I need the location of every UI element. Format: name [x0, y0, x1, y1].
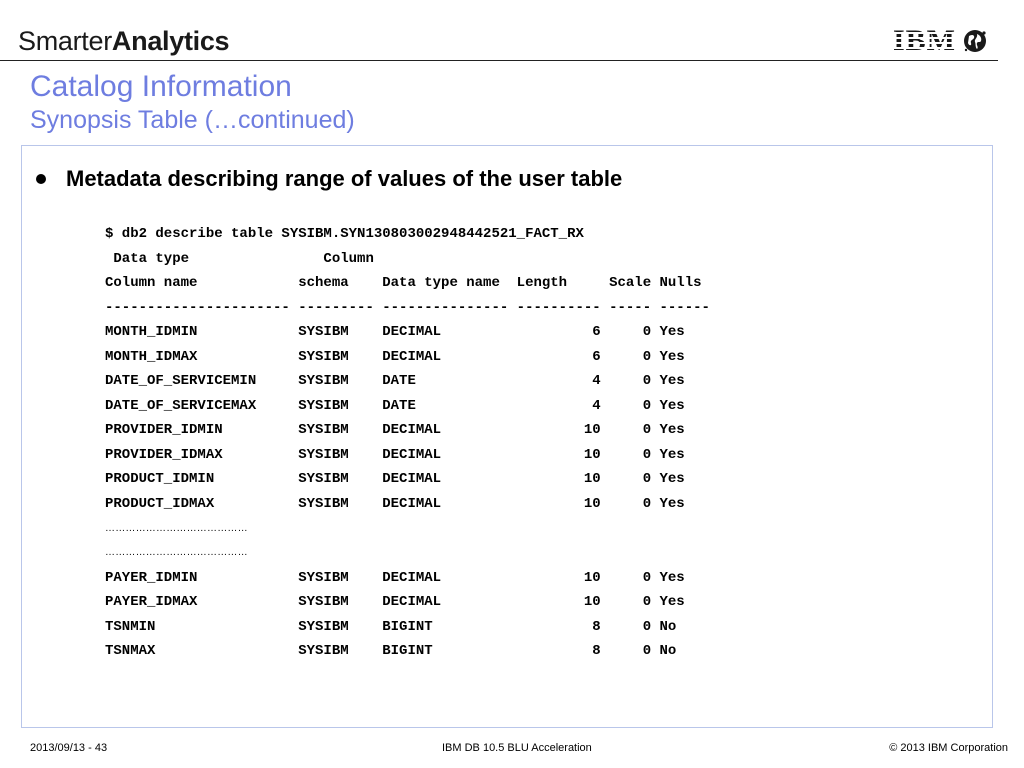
- smarter-analytics-logo: [18, 26, 229, 57]
- table-row: PAYER_IDMAX SYSIBM DECIMAL 10 0 Yes: [105, 594, 685, 611]
- table-row: PRODUCT_IDMIN SYSIBM DECIMAL 10 0 Yes: [105, 471, 685, 488]
- header-line-2: Column name schema Data type name Length Scale Nulls: [105, 275, 702, 292]
- page-title: Catalog Information: [30, 70, 292, 103]
- bullet-text: Metadata describing range of values of the user table: [66, 166, 623, 191]
- command-line: $ db2 describe table SYSIBM.SYN130803002948442521_FACT_RX: [105, 226, 584, 242]
- table-row: DATE_OF_SERVICEMAX SYSIBM DATE 4 0 Yes: [105, 397, 685, 414]
- table-row: DATE_OF_SERVICEMIN SYSIBM DATE 4 0 Yes: [105, 373, 685, 390]
- logo-analytics-text: Analytics: [111, 26, 230, 56]
- table-row: PROVIDER_IDMIN SYSIBM DECIMAL 10 0 Yes: [105, 422, 685, 439]
- footer-copyright: © 2013 IBM Corporation: [889, 742, 1008, 754]
- table-row: TSNMIN SYSIBM BIGINT 8 0 No: [105, 618, 677, 635]
- table-row: TSNMAX SYSIBM BIGINT 8 0 No: [105, 643, 677, 660]
- ellipsis-row: ……………………………………: [105, 522, 248, 534]
- footer-title: IBM DB 10.5 BLU Acceleration: [442, 742, 592, 754]
- table-row: PAYER_IDMIN SYSIBM DECIMAL 10 0 Yes: [105, 569, 685, 586]
- globe-icon: [962, 28, 988, 54]
- bullet-dot-icon: [36, 174, 46, 184]
- bullet-item: [36, 166, 622, 192]
- table-row: PRODUCT_IDMAX SYSIBM DECIMAL 10 0 Yes: [105, 496, 685, 513]
- table-row: MONTH_IDMAX SYSIBM DECIMAL 6 0 Yes: [105, 348, 685, 365]
- separator-line: ---------------------- --------- --------------- ---------- ----- ------: [105, 299, 710, 316]
- ibm-wordmark: IBM: [893, 24, 956, 57]
- ellipsis-row: ……………………………………: [105, 547, 248, 559]
- table-row: MONTH_IDMIN SYSIBM DECIMAL 6 0 Yes: [105, 324, 685, 341]
- page-subtitle: Synopsis Table (…continued): [30, 106, 355, 134]
- logo-smarter-text: Smarter: [18, 26, 112, 56]
- header-divider: [0, 60, 998, 61]
- table-row: PROVIDER_IDMAX SYSIBM DECIMAL 10 0 Yes: [105, 446, 685, 463]
- header-line-1: Data type Column: [105, 250, 374, 267]
- footer-date-page: 2013/09/13 - 43: [30, 742, 108, 754]
- describe-output: [105, 222, 710, 664]
- ibm-logo: [893, 24, 988, 58]
